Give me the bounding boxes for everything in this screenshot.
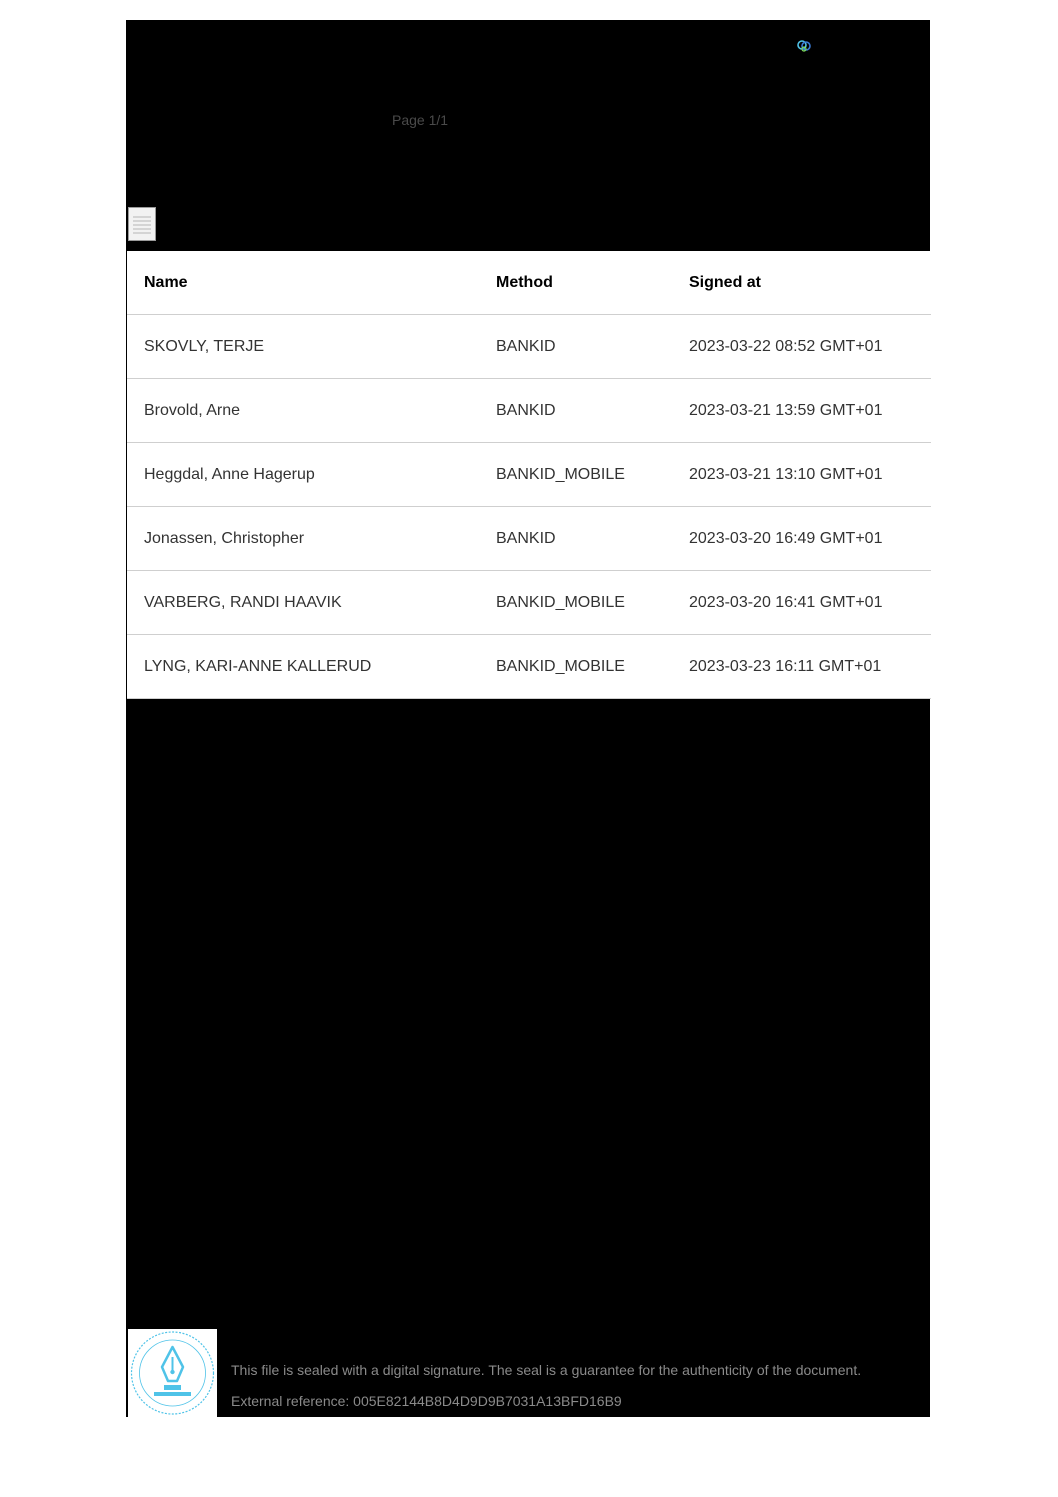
signer-method: BANKID [496,337,556,355]
signer-method: BANKID_MOBILE [496,657,625,675]
table-header-row [127,251,931,315]
signer-name: SKOVLY, TERJE [144,337,265,355]
column-header-name: Name [144,273,188,291]
page-indicator: Page 1/1 [392,112,449,128]
signers-table [126,251,931,699]
signer-signed-at: 2023-03-23 16:11 GMT+01 [689,657,882,675]
signer-signed-at: 2023-03-21 13:10 GMT+01 [689,465,883,483]
table-row [127,507,931,571]
table-row [127,315,931,379]
signer-name: LYNG, KARI-ANNE KALLERUD [144,657,372,675]
column-header-signed-at: Signed at [689,273,762,291]
column-header-method: Method [496,273,553,291]
signer-name: Brovold, Arne [144,401,241,419]
signer-name: Jonassen, Christopher [144,529,305,547]
table-row [127,379,931,443]
document-icon [128,207,156,241]
brand-logo-icon [796,38,812,54]
page-header [126,20,930,251]
document-page [126,20,930,1417]
table-row [127,571,931,635]
signer-signed-at: 2023-03-21 13:59 GMT+01 [689,401,883,419]
seal-footer [126,1329,930,1417]
signer-signed-at: 2023-03-22 08:52 GMT+01 [689,337,883,355]
signer-name: VARBERG, RANDI HAAVIK [144,593,342,611]
seal-statement: This file is sealed with a digital signature. The seal is a guarantee for the authenticity of the document. [231,1362,862,1378]
external-reference: External reference: 005E82144B8D4D9D9B7031A13BFD16B9 [231,1393,622,1409]
signer-signed-at: 2023-03-20 16:41 GMT+01 [689,593,883,611]
signer-method: BANKID_MOBILE [496,465,625,483]
seal-pen-icon [128,1329,217,1417]
table-row [127,635,931,699]
signer-name: Heggdal, Anne Hagerup [144,465,315,483]
signer-method: BANKID [496,401,556,419]
signer-method: BANKID [496,529,556,547]
signer-signed-at: 2023-03-20 16:49 GMT+01 [689,529,883,547]
signer-method: BANKID_MOBILE [496,593,625,611]
table-row [127,443,931,507]
